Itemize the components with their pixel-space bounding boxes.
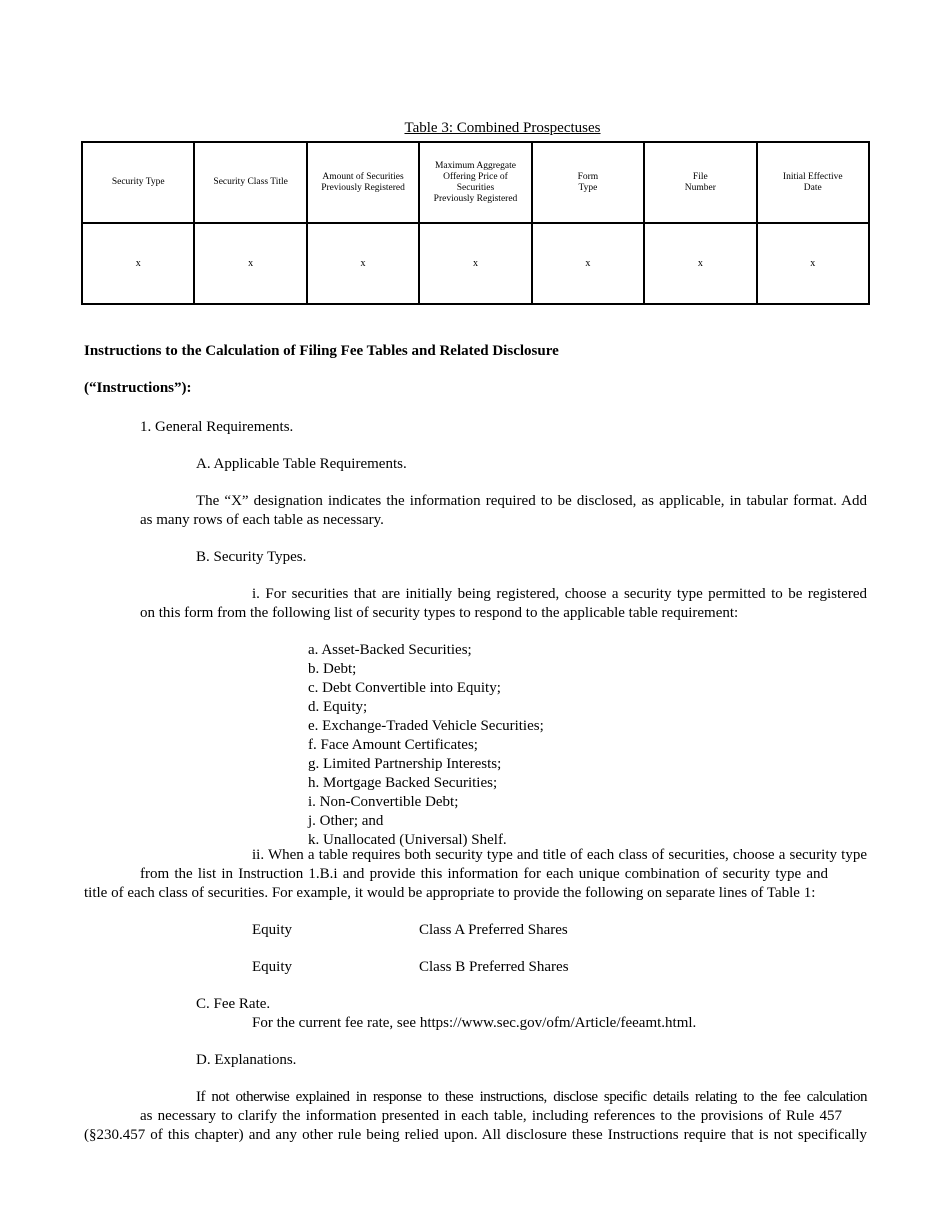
paragraph-c: For the current fee rate, see https://www.sec.gov/ofm/Article/feeamt.html. (252, 1015, 697, 1031)
list-item: c. Debt Convertible into Equity; (308, 680, 501, 696)
header-file-number (644, 142, 756, 223)
section-general-requirements: 1. General Requirements. (140, 419, 294, 435)
paragraph-b-i-line: i. For securities that are initially being registered, choose a security type permitted to be registered (252, 586, 867, 602)
example-security-type: Equity (252, 959, 292, 975)
example-security-class-title: Class A Preferred Shares (419, 922, 568, 938)
paragraph-b-ii-line: from the list in Instruction 1.B.i and provide this information for each unique combination of security type and (140, 866, 828, 882)
table-row (82, 223, 869, 304)
paragraph-d-line: as necessary to clarify the information presented in each table, including references to the provisions of Rule 457 (140, 1108, 842, 1124)
instructions-heading-cont: (“Instructions”): (84, 380, 192, 396)
header-line: Number (684, 182, 716, 193)
instructions-heading: Instructions to the Calculation of Filing Fee Tables and Related Disclosure (84, 343, 559, 359)
header-line: Initial Effective (782, 171, 843, 182)
header-line: Security Class Title (213, 177, 288, 187)
header-line: Security Type (111, 177, 165, 187)
header-line: Previously Registered (433, 193, 518, 204)
table-title: Table 3: Combined Prospectuses (404, 120, 601, 136)
table-cell: x (419, 223, 531, 304)
table-cell: x (644, 223, 756, 304)
table-cell: x (307, 223, 419, 304)
section-explanations: D. Explanations. (196, 1052, 297, 1068)
section-applicable-table-requirements: A. Applicable Table Requirements. (196, 456, 407, 472)
header-max-aggregate-offering-price (419, 142, 531, 223)
table-header-row (82, 142, 869, 223)
list-item: b. Debt; (308, 661, 357, 677)
header-line: Offering Price of (443, 171, 508, 182)
list-item: i. Non-Convertible Debt; (308, 794, 459, 810)
header-line: Amount of Securities (322, 171, 404, 182)
header-line: Date (803, 182, 822, 193)
list-item: k. Unallocated (Universal) Shelf. (308, 832, 507, 848)
header-initial-effective-date (757, 142, 869, 223)
table-cell: x (757, 223, 869, 304)
section-fee-rate: C. Fee Rate. (196, 996, 271, 1012)
paragraph-a-line: The “X” designation indicates the information required to be disclosed, as applicable, in tabular format. Add (196, 493, 867, 509)
table-cell: x (532, 223, 644, 304)
example-security-type: Equity (252, 922, 292, 938)
section-security-types: B. Security Types. (196, 549, 307, 565)
paragraph-d-line: If not otherwise explained in response to these instructions, disclose specific details relating to the fee calculation (196, 1089, 867, 1105)
header-security-class-title (194, 142, 306, 223)
table-cell: x (194, 223, 306, 304)
paragraph-b-i-line: on this form from the following list of security types to respond to the applicable table requirement: (140, 605, 739, 621)
header-line: File (692, 171, 708, 182)
header-line: Previously Registered (321, 182, 405, 193)
header-line: Form (577, 171, 599, 182)
list-item: a. Asset-Backed Securities; (308, 642, 472, 658)
security-type-list (308, 641, 544, 850)
header-form-type (532, 142, 644, 223)
paragraph-b-ii-line: title of each class of securities. For example, it would be appropriate to provide the following on separate lines of Table 1: (84, 885, 816, 901)
header-line: Type (578, 182, 598, 193)
header-security-type (82, 142, 194, 223)
table-cell: x (82, 223, 194, 304)
list-item: e. Exchange-Traded Vehicle Securities; (308, 718, 544, 734)
list-item: g. Limited Partnership Interests; (308, 756, 502, 772)
header-amount-previously-registered (307, 142, 419, 223)
list-item: f. Face Amount Certificates; (308, 737, 478, 753)
list-item: h. Mortgage Backed Securities; (308, 775, 498, 791)
header-line: Securities (456, 182, 495, 193)
paragraph-d-line: (§230.457 of this chapter) and any other rule being relied upon. All disclosure these Instructions require that is not specifically (84, 1127, 867, 1143)
paragraph-b-ii-line: ii. When a table requires both security type and title of each class of securities, choose a security type (252, 847, 867, 863)
header-line: Maximum Aggregate (434, 160, 516, 171)
paragraph-a-line: as many rows of each table as necessary. (140, 512, 384, 528)
list-item: d. Equity; (308, 699, 368, 715)
combined-prospectuses-table (81, 141, 870, 305)
list-item: j. Other; and (308, 813, 384, 829)
example-security-class-title: Class B Preferred Shares (419, 959, 569, 975)
